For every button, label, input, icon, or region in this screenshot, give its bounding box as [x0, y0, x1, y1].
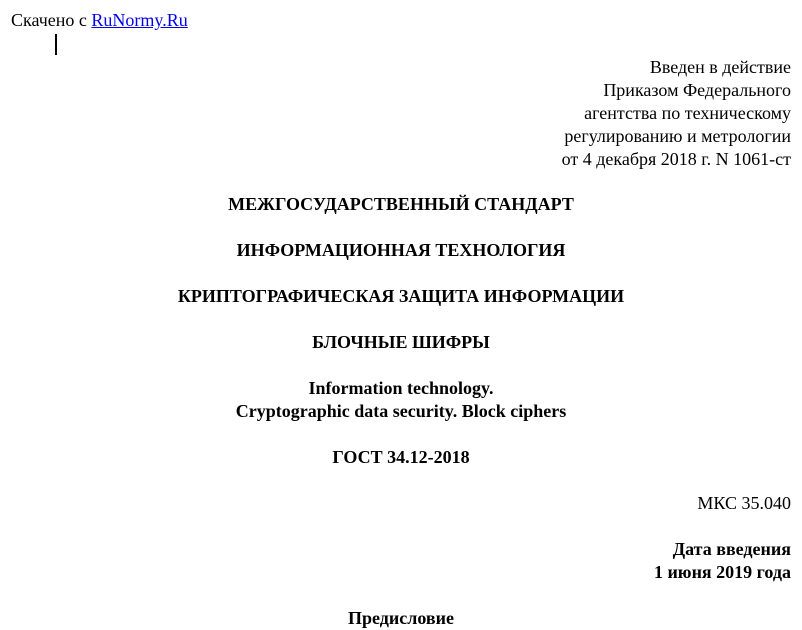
effective-date [654, 538, 791, 584]
enactment-line: Приказом Федерального [603, 80, 791, 100]
english-title-line-1: Information technology. [308, 378, 494, 398]
text-cursor [55, 34, 57, 55]
enactment-note [562, 56, 791, 171]
foreword-heading: Предисловие [348, 608, 454, 628]
mks-code: МКС 35.040 [697, 493, 791, 513]
standard-type-heading: МЕЖГОСУДАРСТВЕННЫЙ СТАНДАРТ [228, 194, 574, 214]
source-line [11, 9, 188, 31]
english-title-line-2: Cryptographic data security. Block ciphers [235, 401, 567, 421]
title-line-3: БЛОЧНЫЕ ШИФРЫ [312, 332, 490, 352]
enactment-line: регулированию и метрологии [564, 126, 791, 146]
enactment-line: Введен в действие [649, 57, 791, 77]
english-title [0, 377, 802, 423]
title-line-2: КРИПТОГРАФИЧЕСКАЯ ЗАЩИТА ИНФОРМАЦИИ [177, 286, 625, 306]
enactment-line: агентства по техническому [584, 103, 791, 123]
effective-date-label: Дата введения [672, 539, 791, 559]
source-prefix: Скачено с [11, 10, 92, 30]
runormy-link[interactable]: RuNormy.Ru [91, 10, 188, 30]
effective-date-value: 1 июня 2019 года [653, 562, 791, 582]
standard-code: ГОСТ 34.12-2018 [332, 447, 470, 467]
title-line-1: ИНФОРМАЦИОННАЯ ТЕХНОЛОГИЯ [236, 240, 566, 260]
enactment-line: от 4 декабря 2018 г. N 1061-ст [561, 149, 791, 169]
